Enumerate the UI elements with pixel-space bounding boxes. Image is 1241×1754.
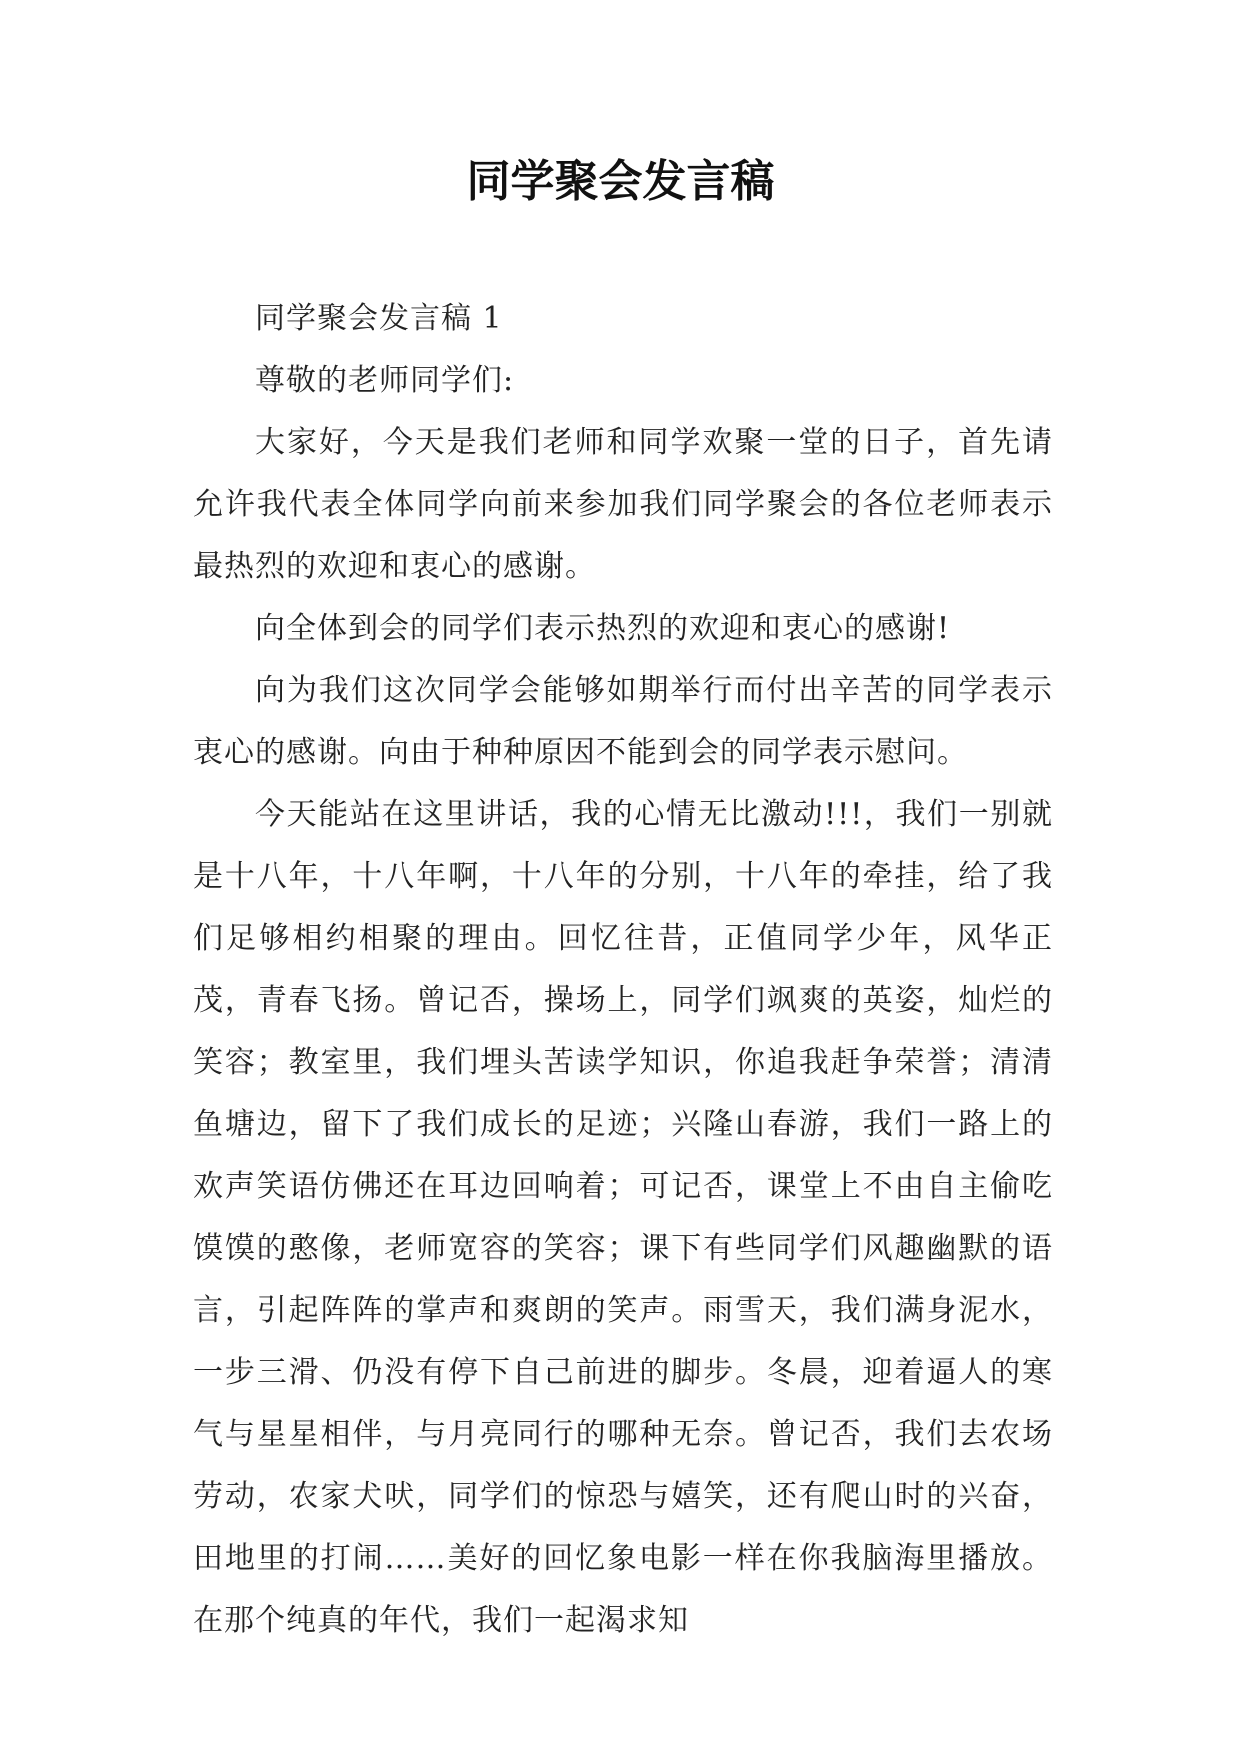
paragraph: 向全体到会的同学们表示热烈的欢迎和衷心的感谢! <box>255 611 951 646</box>
paragraph-heading: 同学聚会发言稿 1 <box>255 301 503 336</box>
document-title: 同学聚会发言稿 <box>466 156 775 207</box>
paragraph-salutation: 尊敬的老师同学们: <box>255 363 515 398</box>
paragraph: 今天能站在这里讲话，我的心情无比激动!!!，我们一别就是十八年，十八年啊，十八年的分别，十八年的牵挂，给了我们足够相约相聚的理由。回忆往昔，正值同学少年，风华正茂，青春飞扬。曾记否，操场上，同学们飒爽的英姿，灿烂的笑容；教室里，我们埋头苦读学知识，你追我赶争荣誉；清清鱼塘边，留下了我们成长的足迹；兴隆山春游，我们一路上的欢声笑语仿佛还在耳边回响着；可记否，课堂上不由自主偷吃馍馍的憨像，老师宽容的笑容；课下有些同学们风趣幽默的语言，引起阵阵的掌声和爽朗的笑声。雨雪天，我们满身泥水，一步三滑、仍没有停下自己前进的脚步。冬晨，迎着逼人的寒气与星星相伴，与月亮同行的哪种无奈。曾记否，我们去农场劳动，农家犬吠，同学们的惊恐与嬉笑，还有爬山时的兴奋，田地里的打闹……美好的回忆象电影一样在你我脑海里播放。在那个纯真的年代，我们一起渴求知 <box>193 797 1053 1638</box>
paragraph: 大家好，今天是我们老师和同学欢聚一堂的日子，首先请允许我代表全体同学向前来参加我们同学聚会的各位老师表示最热烈的欢迎和衷心的感谢。 <box>193 425 1053 584</box>
document-body <box>193 288 1053 1652</box>
paragraph: 向为我们这次同学会能够如期举行而付出辛苦的同学表示衷心的感谢。向由于种种原因不能到会的同学表示慰问。 <box>193 673 1053 770</box>
